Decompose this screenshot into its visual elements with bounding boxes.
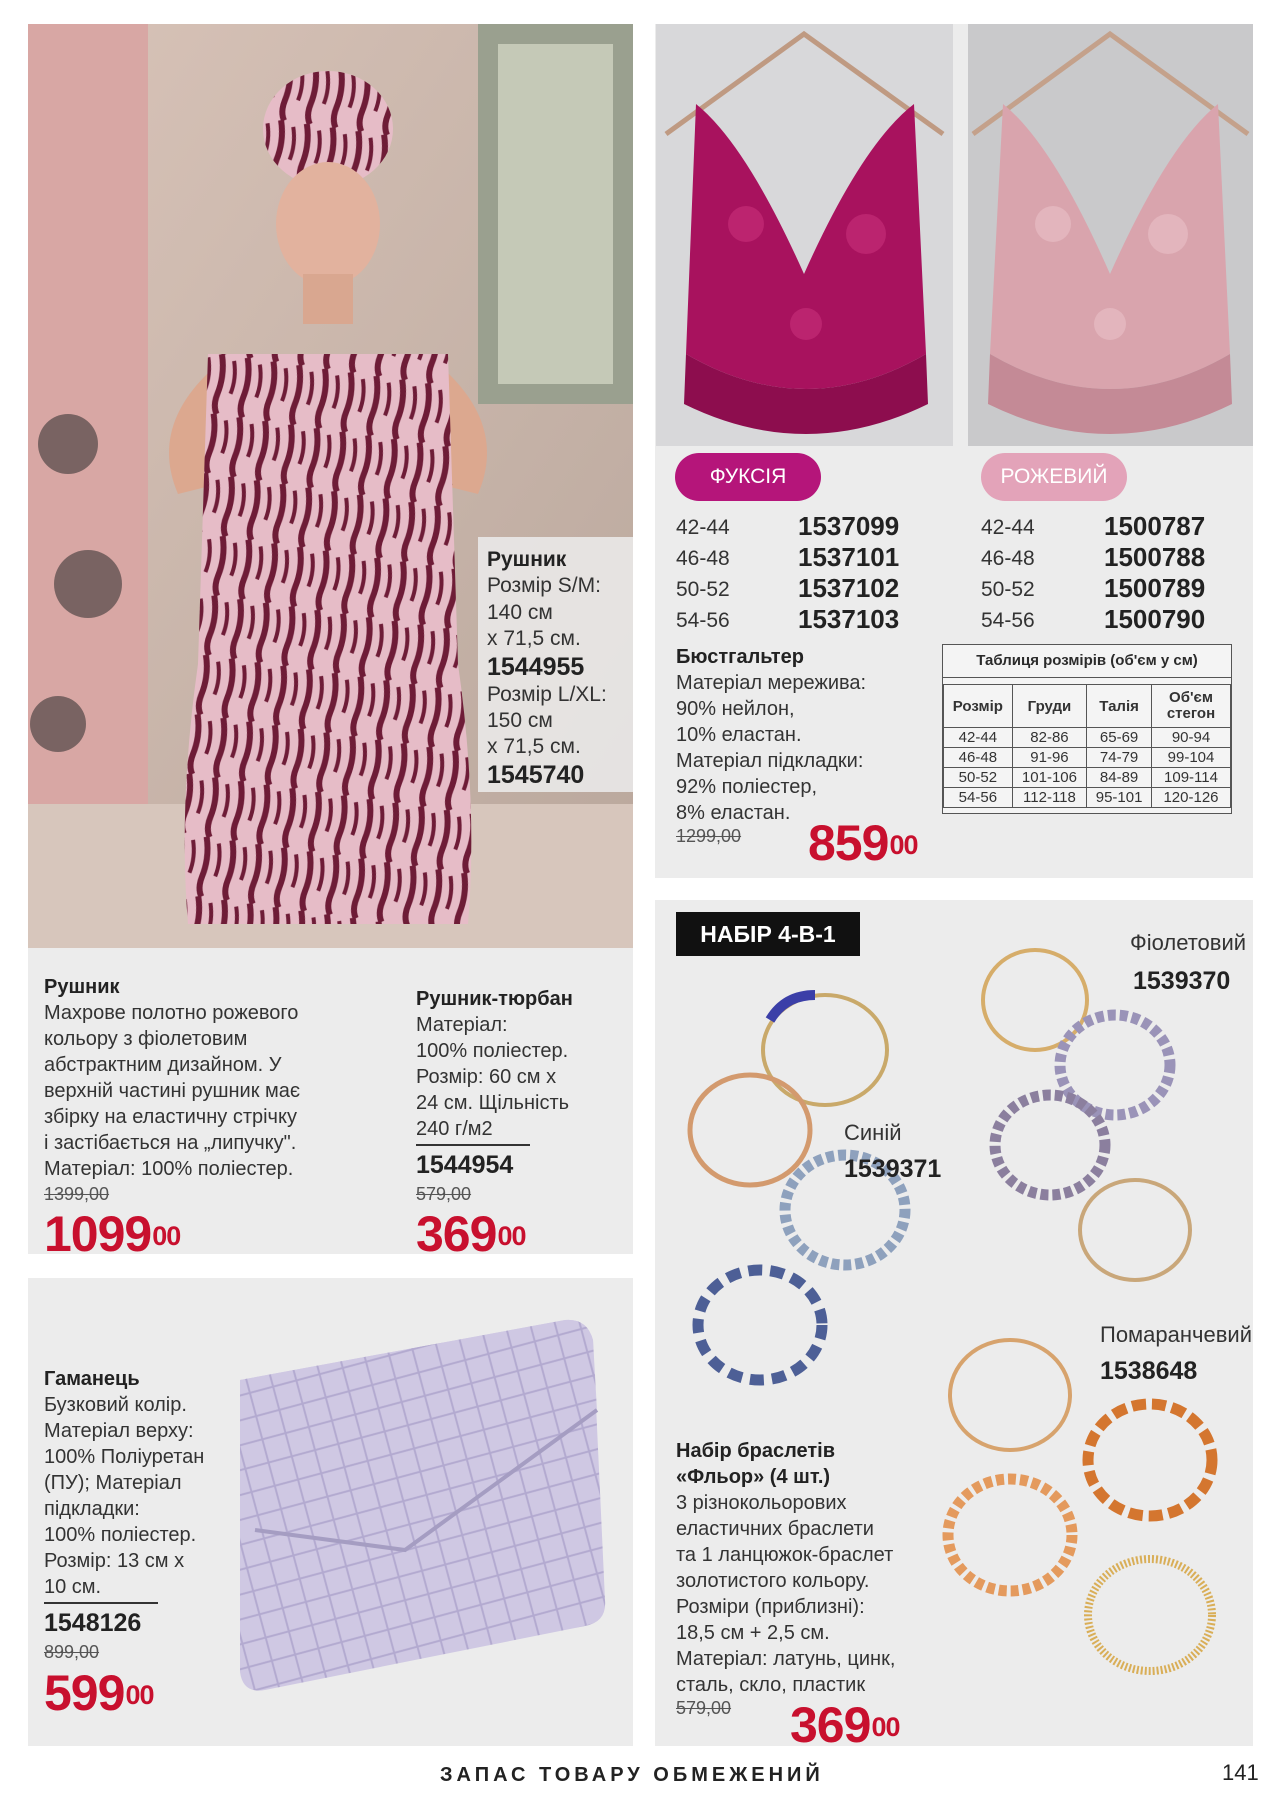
bracelet-price	[790, 1697, 900, 1753]
bra-fuchsia-size: 54-56	[676, 609, 730, 632]
bra-pink-size: 46-48	[981, 547, 1035, 570]
towel-desc-line: і застібається на „липучку".	[44, 1132, 297, 1154]
wallet-desc-line: Бузковий колір.	[44, 1394, 187, 1416]
bra-price-cents: 00	[889, 830, 918, 860]
size-table-row	[944, 768, 1231, 788]
turban-old-price: 579,00	[416, 1184, 472, 1204]
towel-overlay-title: Рушник	[487, 548, 567, 571]
wallet-desc-line: Розмір: 13 см х	[44, 1550, 185, 1572]
bracelet-desc-line: та 1 ланцюжок-браслет	[676, 1544, 894, 1566]
size-table-cell: 91-96	[1012, 748, 1086, 768]
bracelet-desc-line: 3 різнокольорових	[676, 1492, 847, 1514]
bracelet-title-1: Набір браслетів	[676, 1440, 836, 1462]
blue-label: Синій	[844, 1120, 902, 1145]
wallet-price-main: 599	[44, 1665, 125, 1721]
size-table-cell: 46-48	[944, 748, 1013, 768]
wallet-desc-line: 100% Поліуретан	[44, 1446, 205, 1468]
wallet-desc-line: Матеріал верху:	[44, 1420, 194, 1442]
towel-desc-line: кольору з фіолетовим	[44, 1028, 248, 1050]
bracelet-desc-line: Розміри (приблизні):	[676, 1596, 865, 1618]
bra-fuchsia-code: 1537101	[798, 542, 900, 572]
violet-label: Фіолетовий	[1130, 930, 1247, 955]
size-table-cell: 112-118	[1012, 788, 1086, 808]
bra-pink-code: 1500788	[1104, 542, 1206, 572]
towel-desc-line: збірку на еластичну стрічку	[44, 1106, 297, 1128]
towel-desc-line: абстрактним дизайном. У	[44, 1054, 282, 1076]
turban-divider	[416, 1144, 530, 1146]
blue-code: 1539371	[844, 1155, 942, 1183]
color-pink-badge: РОЖЕВИЙ	[981, 453, 1127, 501]
bra-pink-size: 50-52	[981, 578, 1035, 601]
bra-old-price: 1299,00	[676, 826, 742, 846]
size-table-cell: 120-126	[1152, 788, 1231, 808]
bracelet-desc-line: еластичних браслети	[676, 1518, 874, 1540]
bra-fuchsia-size: 50-52	[676, 578, 730, 601]
towel-overlay-dims-lxl-1: 150 см	[487, 709, 553, 732]
bra-pink-size: 42-44	[981, 516, 1035, 539]
size-table-cell: 82-86	[1012, 728, 1086, 748]
towel-photo	[28, 24, 633, 948]
bra-desc-line: 92% поліестер,	[676, 776, 818, 798]
bra-fuchsia-size: 42-44	[676, 516, 730, 539]
towel-photo-illustration	[28, 24, 633, 948]
wallet-desc-line: підкладки:	[44, 1498, 140, 1520]
size-table-header: Розмір	[944, 685, 1013, 728]
wallet-price-cents: 00	[125, 1680, 154, 1710]
towel-desc	[44, 1000, 364, 1182]
orange-label: Помаранчевий	[1100, 1322, 1252, 1347]
size-table-row	[944, 748, 1231, 768]
size-table-title: Таблиця розмірів (об'єм у см)	[943, 645, 1231, 678]
bra-pink-code: 1500790	[1104, 604, 1206, 634]
set-badge: НАБІР 4-В-1	[676, 912, 860, 956]
bra-price	[808, 815, 918, 871]
size-table-cell: 95-101	[1087, 788, 1152, 808]
towel-desc-line: Матеріал: 100% поліестер.	[44, 1158, 294, 1180]
bracelet-title-2: «Фльор» (4 шт.)	[676, 1466, 831, 1488]
orange-code: 1538648	[1100, 1357, 1198, 1385]
violet-code: 1539370	[1133, 967, 1231, 995]
bra-pink-code: 1500789	[1104, 573, 1206, 603]
wallet-desc	[44, 1392, 244, 1600]
size-table-row	[944, 728, 1231, 748]
size-table-cell: 90-94	[1152, 728, 1231, 748]
size-table-header: Об'єм стегон	[1152, 685, 1231, 728]
turban-price-main: 369	[416, 1206, 497, 1262]
bra-desc	[676, 670, 936, 826]
wallet-desc-line: (ПУ); Матеріал	[44, 1472, 182, 1494]
bra-fuchsia-size: 46-48	[676, 547, 730, 570]
bracelet-old-price: 579,00	[676, 1698, 732, 1718]
towel-price-main: 1099	[44, 1206, 152, 1262]
bracelet-price-cents: 00	[871, 1712, 900, 1742]
bra-pink-illustration	[968, 24, 1253, 446]
wallet-illustration	[225, 1300, 625, 1710]
turban-desc-line: 100% поліестер.	[416, 1040, 569, 1062]
towel-overlay-size-lxl: Розмір L/XL:	[487, 683, 607, 706]
towel-old-price: 1399,00	[44, 1184, 110, 1204]
page-number: 141	[1222, 1760, 1259, 1785]
size-table-header: Груди	[1012, 685, 1086, 728]
bracelet-desc-line: золотистого кольору.	[676, 1570, 870, 1592]
size-table	[943, 684, 1231, 808]
towel-desc-line: верхній частині рушник має	[44, 1080, 301, 1102]
turban-title: Рушник-тюрбан	[416, 988, 573, 1010]
size-table-cell: 109-114	[1152, 768, 1231, 788]
bra-fuchsia-code: 1537103	[798, 604, 900, 634]
towel-title: Рушник	[44, 976, 120, 998]
turban-desc-line: Розмір: 60 см х	[416, 1066, 557, 1088]
towel-overlay-size-sm: Розмір S/M:	[487, 574, 601, 597]
wallet-divider	[44, 1602, 158, 1604]
size-table-cell: 101-106	[1012, 768, 1086, 788]
size-table-header: Талія	[1087, 685, 1152, 728]
size-table-cell: 50-52	[944, 768, 1013, 788]
bra-pink-size: 54-56	[981, 609, 1035, 632]
towel-overlay-dims-sm-2: х 71,5 см.	[487, 627, 581, 650]
bracelet-price-main: 369	[790, 1697, 871, 1753]
towel-overlay-dims-sm-1: 140 см	[487, 601, 553, 624]
turban-price	[416, 1206, 526, 1262]
towel-price-cents: 00	[152, 1221, 181, 1251]
bracelet-desc-line: 18,5 см + 2,5 см.	[676, 1622, 830, 1644]
turban-price-cents: 00	[497, 1221, 526, 1251]
size-table-cell: 74-79	[1087, 748, 1152, 768]
towel-price	[44, 1206, 181, 1262]
size-table-cell: 99-104	[1152, 748, 1231, 768]
turban-code: 1544954	[416, 1151, 514, 1179]
size-table-row	[944, 788, 1231, 808]
towel-overlay-code-lxl: 1545740	[487, 761, 585, 789]
stock-notice: ЗАПАС ТОВАРУ ОБМЕЖЕНИЙ	[440, 1764, 824, 1786]
bra-desc-line: Матеріал мережива:	[676, 672, 867, 694]
wallet-desc-line: 10 см.	[44, 1576, 102, 1598]
bra-desc-line: Матеріал підкладки:	[676, 750, 864, 772]
size-table-header-row	[944, 685, 1231, 728]
size-table-cell: 65-69	[1087, 728, 1152, 748]
turban-desc	[416, 1012, 616, 1142]
size-table-cell: 42-44	[944, 728, 1013, 748]
bra-pink-photo	[968, 24, 1253, 446]
bra-fuchsia-photo	[656, 24, 953, 446]
size-table-cell: 54-56	[944, 788, 1013, 808]
wallet-old-price: 899,00	[44, 1642, 100, 1662]
turban-desc-line: 24 см. Щільність	[416, 1092, 570, 1114]
turban-desc-line: 240 г/м2	[416, 1118, 493, 1140]
bra-title: Бюстгальтер	[676, 646, 804, 668]
towel-desc-line: Махрове полотно рожевого	[44, 1002, 299, 1024]
bracelet-desc-line: Матеріал: латунь, цинк,	[676, 1648, 896, 1670]
bra-desc-line: 10% еластан.	[676, 724, 802, 746]
bra-fuchsia-code: 1537102	[798, 573, 900, 603]
wallet-title: Гаманець	[44, 1368, 140, 1390]
bracelet-desc	[676, 1490, 946, 1698]
bra-fuchsia-code: 1537099	[798, 511, 900, 541]
size-table-cell: 84-89	[1087, 768, 1152, 788]
towel-overlay-code-sm: 1544955	[487, 653, 585, 681]
bra-price-main: 859	[808, 815, 889, 871]
bra-desc-line: 90% нейлон,	[676, 698, 795, 720]
turban-desc-line: Матеріал:	[416, 1014, 508, 1036]
wallet-desc-line: 100% поліестер.	[44, 1524, 197, 1546]
color-fuchsia-badge: ФУКСІЯ	[675, 453, 821, 501]
towel-overlay-dims-lxl-2: х 71,5 см.	[487, 735, 581, 758]
bra-desc-line: 8% еластан.	[676, 802, 791, 824]
wallet-price	[44, 1665, 154, 1721]
wallet-code: 1548126	[44, 1609, 142, 1637]
bra-pink-code: 1500787	[1104, 511, 1206, 541]
bracelet-desc-line: сталь, скло, пластик	[676, 1674, 866, 1696]
wallet-photo	[225, 1300, 625, 1710]
size-table-box	[942, 644, 1232, 814]
bra-fuchsia-illustration	[656, 24, 953, 446]
